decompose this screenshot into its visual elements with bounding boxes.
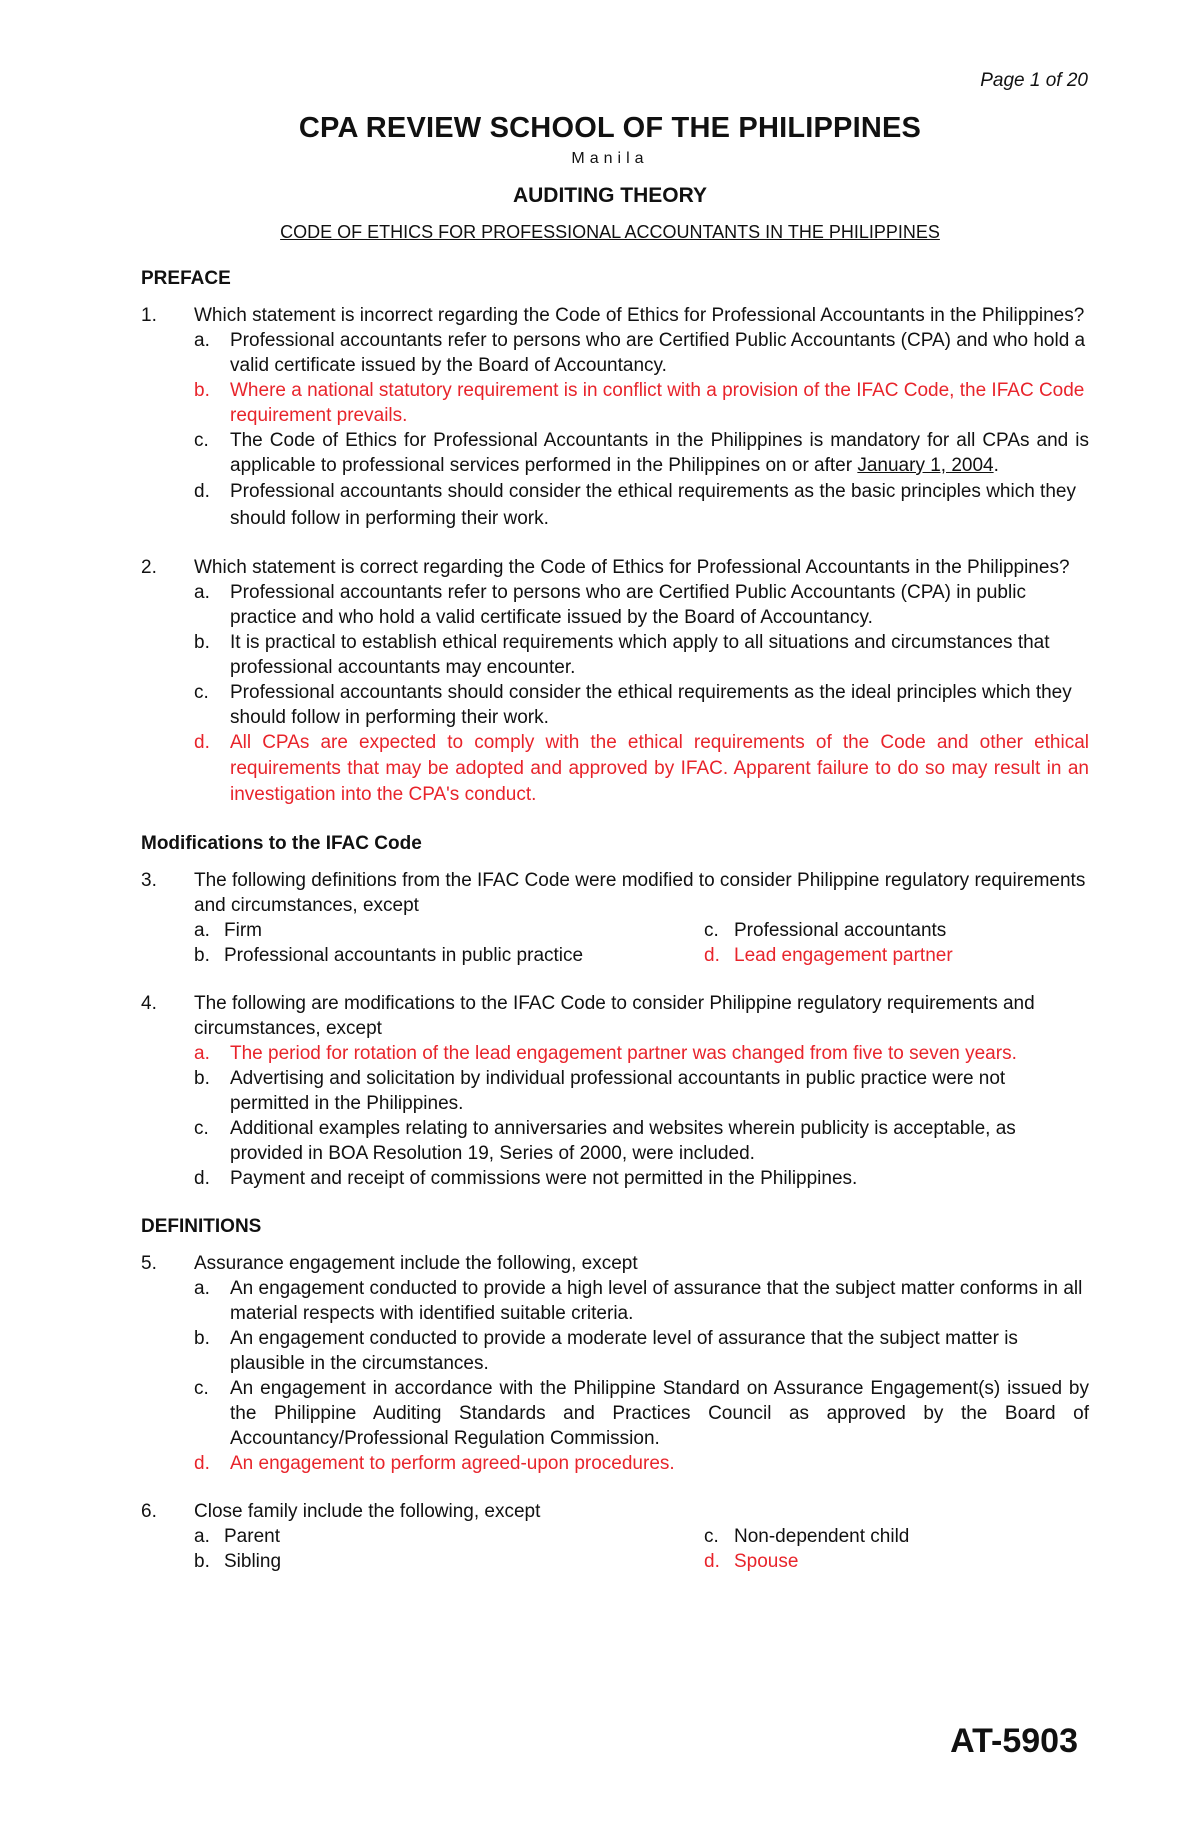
page-number: Page 1 of 20	[980, 70, 1088, 91]
question-text: Close family include the following, except	[194, 1501, 541, 1522]
question-number: 4.	[141, 993, 157, 1014]
question-1	[141, 303, 1089, 532]
options-grid	[194, 1524, 1089, 1574]
option-c: c. The Code of Ethics for Professional Accountants in the Philippines is mandatory for all CPAs and is applicable to professional services performed in the Philippines on or after January 1, 2004.	[194, 430, 1089, 476]
section-modifications: Modifications to the IFAC Code	[141, 833, 422, 854]
option-c: c. Professional accountants should consider the ethical requirements as the ideal principles which they should follow in performing their work.	[194, 682, 1072, 728]
option-a: a. Parent	[194, 1526, 280, 1547]
option-b: b. An engagement conducted to provide a moderate level of assurance that the subject matter is plausible in the circumstances.	[194, 1328, 1018, 1374]
section-definitions: DEFINITIONS	[141, 1216, 262, 1237]
document-code: AT-5903	[950, 1722, 1078, 1760]
option-d: d. Payment and receipt of commissions were not permitted in the Philippines.	[194, 1168, 858, 1189]
question-2	[141, 555, 1089, 808]
option-a-answer: a. The period for rotation of the lead engagement partner was changed from five to seven years.	[194, 1043, 1017, 1064]
option-c: c. Additional examples relating to anniversaries and websites wherein publicity is acceptable, as provided in BOA Resolution 19, Series of 2000, were included.	[194, 1118, 1016, 1164]
question-4	[141, 991, 1089, 1191]
option-d-answer: d. An engagement to perform agreed-upon procedures.	[194, 1453, 675, 1474]
option-b: b. Sibling	[194, 1551, 282, 1572]
option-d-answer: d. Spouse	[704, 1551, 799, 1572]
option-b: b. Advertising and solicitation by individual professional accountants in public practice were not permitted in the Philippines.	[194, 1068, 1006, 1114]
subject-title: AUDITING THEORY	[512, 184, 708, 207]
option-c: c. Non-dependent child	[704, 1526, 910, 1547]
option-b: b. It is practical to establish ethical requirements which apply to all situations and circumstances that professional accountants may encounter.	[194, 632, 1050, 678]
option-a: a. Professional accountants refer to persons who are Certified Public Accountants (CPA) and who hold a valid certificate issued by the Board of Accountancy.	[194, 330, 1086, 376]
question-number: 3.	[141, 870, 157, 891]
option-a: a. Firm	[194, 920, 262, 941]
question-6	[141, 1499, 1089, 1574]
question-3	[141, 868, 1089, 968]
question-text: Assurance engagement include the following, except	[194, 1253, 638, 1274]
option-c: c. An engagement in accordance with the Philippine Standard on Assurance Engagement(s) issued by the Philippine Auditing Standards and Practices Council as approved by the Board of Accountancy/Professional Regulation Commission.	[194, 1378, 1089, 1449]
option-d: d. Professional accountants should consider the ethical requirements as the basic principles which they should follow in performing their work.	[194, 481, 1076, 529]
question-5	[141, 1251, 1089, 1476]
school-title: CPA REVIEW SCHOOL OF THE PHILIPPINES	[298, 112, 922, 144]
topic-title: CODE OF ETHICS FOR PROFESSIONAL ACCOUNTANTS IN THE PHILIPPINES	[280, 222, 940, 242]
question-number: 1.	[141, 305, 157, 326]
question-number: 5.	[141, 1253, 157, 1274]
option-b: b. Professional accountants in public practice	[194, 945, 584, 966]
question-text: The following are modifications to the IFAC Code to consider Philippine regulatory requirements and circumstances, except	[194, 993, 1035, 1039]
question-content	[141, 262, 1089, 1597]
section-preface: PREFACE	[141, 268, 231, 289]
city-label: Manila	[571, 150, 649, 167]
question-text: The following definitions from the IFAC Code were modified to consider Philippine regulatory requirements and circumstances, except	[194, 870, 1086, 916]
option-c: c. Professional accountants	[704, 920, 947, 941]
question-text: Which statement is incorrect regarding the Code of Ethics for Professional Accountants in the Philippines?	[194, 305, 1085, 326]
options-grid	[194, 918, 1089, 968]
option-d-answer: d. Lead engagement partner	[704, 945, 953, 966]
option-a: a. An engagement conducted to provide a high level of assurance that the subject matter conforms in all material respects with identified suitable criteria.	[194, 1278, 1083, 1324]
option-d-answer: d. All CPAs are expected to comply with the ethical requirements of the Code and other ethical requirements that may be adopted and approved by IFAC. Apparent failure to do so may result in an investigation into the CPA's conduct.	[194, 732, 1089, 805]
question-number: 6.	[141, 1501, 157, 1522]
date-underlined: January 1, 2004	[857, 455, 994, 476]
question-number: 2.	[141, 557, 157, 578]
option-b-answer: b. Where a national statutory requirement is in conflict with a provision of the IFAC Code, the IFAC Code requirement prevails.	[194, 380, 1085, 426]
option-a: a. Professional accountants refer to persons who are Certified Public Accountants (CPA) in public practice and who hold a valid certificate issued by the Board of Accountancy.	[194, 582, 1026, 628]
question-text: Which statement is correct regarding the Code of Ethics for Professional Accountants in the Philippines?	[194, 557, 1070, 578]
